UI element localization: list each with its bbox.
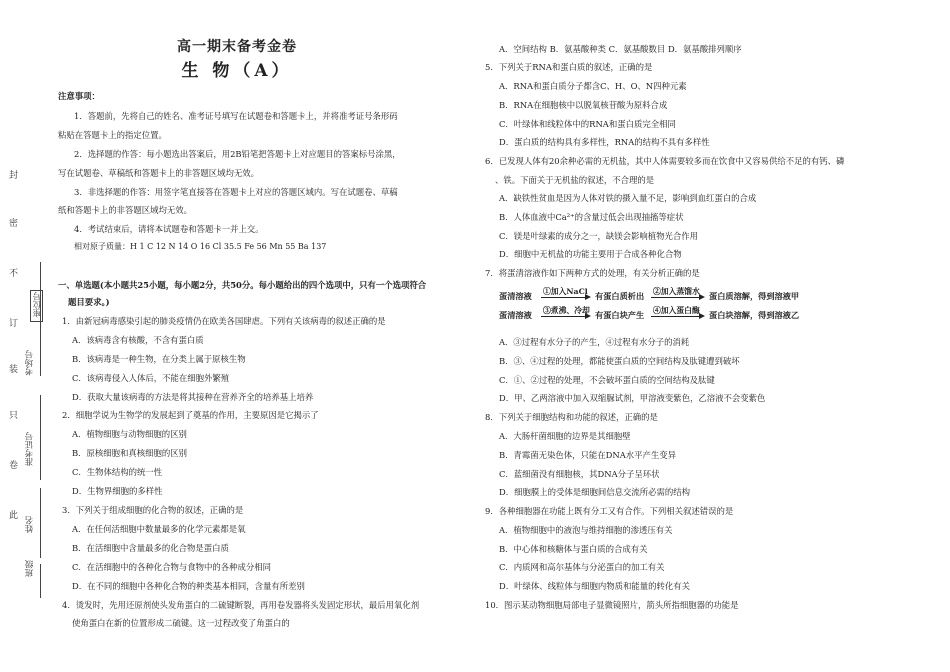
- answer-option: A．③过程有水分子的产生，④过程有水分子的消耗: [499, 337, 690, 347]
- binding-char: 卷: [9, 461, 19, 471]
- answer-option: C．①、②过程的处理，不会破坏蛋白质的空间结构及肽键: [499, 375, 715, 385]
- arrow-icon: [541, 316, 589, 317]
- arrow-icon: [541, 297, 589, 298]
- binding-strip: [0, 0, 60, 672]
- answer-option: A．植物细胞与动物细胞的区别: [72, 429, 187, 439]
- diagram-step-label: ④加入蛋白酶: [653, 306, 700, 315]
- note-line: 1．答题前，先将自己的姓名、准考证号填写在试题卷和答题卡上，并将准考证号条形码: [74, 111, 398, 121]
- question-stem: 6．已发现人体有20余种必需的无机盐，其中人体需要较多而在饮食中又容易供给不足的有钙、磷: [485, 156, 845, 166]
- answer-option: A．空间结构 B．氨基酸种类 C．氨基酸数目 D．氨基酸排列顺序: [499, 44, 742, 54]
- answer-option: C．叶绿体和线粒体中的RNA和蛋白质完全相同: [499, 119, 676, 129]
- name-label: 姓名: [25, 516, 35, 533]
- answer-option: B．该病毒是一种生物，在分类上属于原核生物: [72, 354, 246, 364]
- question-stem: 使角蛋白在新的位置形成二硫键。这一过程改变了角蛋白的: [72, 618, 290, 628]
- answer-option: D．获取大量该病毒的方法是将其接种在营养齐全的培养基上培养: [72, 392, 314, 402]
- question-stem: 10．图示某动物细胞局部电子显微镜照片，箭头所指细胞器的功能是: [485, 600, 739, 610]
- admission-number-label: 准考证号: [25, 432, 35, 466]
- answer-option: C．蓝细菌没有细胞核，其DNA分子呈环状: [499, 469, 660, 479]
- answer-option: B．在活细胞中含量最多的化合物是蛋白质: [72, 543, 229, 553]
- binding-char: 装: [9, 365, 19, 375]
- diagram-step-label: ①加入NaCl: [543, 287, 588, 296]
- answer-option: C．内质网和高尔基体与分泌蛋白的加工有关: [499, 562, 665, 572]
- answer-option: C．镁是叶绿素的成分之一，缺镁会影响植物光合作用: [499, 231, 699, 241]
- answer-option: C．该病毒侵入人体后，不能在细胞外繁殖: [72, 373, 230, 383]
- arrow-icon: [651, 316, 703, 317]
- answer-option: A．RNA和蛋白质分子都含C、H、O、N四种元素: [499, 81, 687, 91]
- protein-treatment-diagram: [499, 286, 809, 322]
- notes-heading: 注意事项：: [58, 91, 100, 101]
- exam-room-label: 考场号: [25, 350, 35, 376]
- diagram-step-label: ②加入蒸馏水: [653, 287, 700, 296]
- subject-title: 生 物（A）: [181, 61, 293, 81]
- answer-option: D．细胞中无机盐的功能主要用于合成各种化合物: [499, 249, 682, 259]
- answer-option: B．青霉菌无染色体，只能在DNA水平产生变异: [499, 450, 676, 460]
- answer-option: D．叶绿体、线粒体与细胞内物质和能量的转化有关: [499, 581, 690, 591]
- answer-option: D．生物界细胞的多样性: [72, 486, 163, 496]
- answer-option: A．大肠杆菌细胞的边界是其细胞壁: [499, 431, 631, 441]
- answer-option: D．甲、乙两溶液中加入双缩脲试剂，甲溶液变紫色，乙溶液不会变紫色: [499, 393, 766, 403]
- answer-option: B．人体血液中Ca²⁺的含量过低会出现抽搐等症状: [499, 212, 684, 222]
- answer-option: A．缺铁性贫血是因为人体对铁的摄入量不足，影响到血红蛋白的合成: [499, 193, 757, 203]
- answer-option: C．生物体结构的统一性: [72, 467, 163, 477]
- note-line: 粘贴在答题卡上的指定位置。: [58, 130, 167, 140]
- answer-option: B．RNA在细胞核中以脱氧核苷酸为原料合成: [499, 100, 668, 110]
- binding-char: 封: [9, 171, 19, 181]
- exam-title: 高一期末备考金卷: [177, 39, 297, 55]
- answer-option: B．③、④过程的处理，都能使蛋白质的空间结构及肽键遭到破坏: [499, 356, 740, 366]
- question-stem: 、铁。下面关于无机盐的叙述，不合理的是: [495, 175, 655, 185]
- note-line: 2．选择题的作答：每小题选出答案后，用2B铅笔把答题卡上对应题目的答案标号涂黑，: [74, 149, 401, 159]
- binding-char: 密: [9, 219, 19, 229]
- diagram-node: 有蛋白质析出: [595, 291, 645, 301]
- class-label: 班级: [25, 560, 35, 577]
- note-line: 纸和答题卡上的非答题区域均无效。: [58, 205, 192, 215]
- diagram-step-label: ③煮沸、冷却: [543, 306, 590, 315]
- diagram-node: 蛋白块溶解，得到溶液乙: [709, 310, 800, 320]
- section-heading: 一、单选题(本小题共25小题，每小题2分，共50分。每小题给出的四个选项中，只有一个选项符合: [58, 280, 427, 290]
- question-stem: 2．细胞学说为生物学的发展起到了奠基的作用，主要原因是它揭示了: [62, 410, 319, 420]
- question-stem: 8．下列关于细胞结构和功能的叙述，正确的是: [485, 412, 658, 422]
- answer-option: D．细胞膜上的受体是细胞间信息交流所必需的结构: [499, 487, 690, 497]
- question-stem: 4．烫发时，先用还原剂使头发角蛋白的二硫键断裂，再用卷发器将头发固定形状，最后用氧化剂: [62, 600, 420, 610]
- answer-option: B．原核细胞和真核细胞的区别: [72, 448, 188, 458]
- diagram-node: 蛋白质溶解，得到溶液甲: [709, 291, 800, 301]
- question-stem: 7．将蛋清溶液作如下两种方式的处理，有关分析正确的是: [485, 268, 700, 278]
- question-stem: 5．下列关于RNA和蛋白质的叙述，正确的是: [485, 62, 653, 72]
- answer-option: A．该病毒含有核酸，不含有蛋白质: [72, 335, 204, 345]
- question-stem: 3．下列关于组成细胞的化合物的叙述，正确的是: [62, 505, 244, 515]
- answer-option: C．在活细胞中的各种化合物与食物中的各种成分相同: [72, 562, 272, 572]
- diagram-node: 有蛋白块产生: [595, 310, 645, 320]
- answer-option: A．在任何活细胞中数量最多的化学元素都是氧: [72, 524, 246, 534]
- binding-char: 订: [9, 319, 19, 329]
- diagram-node: 蛋清溶液: [499, 310, 532, 320]
- atomic-mass-line: 相对原子质量：H 1 C 12 N 14 O 16 Cl 35.5 Fe 56 Mn 55 Ba 137: [74, 242, 327, 251]
- arrow-icon: [651, 297, 703, 298]
- note-line: 写在试题卷、草稿纸和答题卡上的非答题区域均无效。: [58, 168, 259, 178]
- question-stem: 9．各种细胞器在功能上既有分工又有合作。下列相关叙述错误的是: [485, 506, 734, 516]
- answer-option: D．在不同的细胞中各种化合物的种类基本相同，含量有所差别: [72, 581, 305, 591]
- note-line: 3．非选择题的作答：用签字笔直接答在答题卡上对应的答题区域内。写在试题卷、草稿: [74, 187, 398, 197]
- binding-char: 此: [9, 511, 19, 521]
- diagram-node: 蛋清溶液: [499, 291, 532, 301]
- binding-char: 只: [9, 411, 19, 421]
- seat-label: 座位号: [33, 292, 43, 318]
- answer-option: A．植物细胞中的液泡与维持细胞的渗透压有关: [499, 525, 673, 535]
- binding-char: 不: [9, 269, 19, 279]
- answer-option: D．蛋白质的结构具有多样性，RNA的结构不具有多样性: [499, 137, 710, 147]
- note-line: 4．考试结束后，请将本试题卷和答题卡一并上交。: [74, 224, 264, 234]
- answer-option: B．中心体和核糖体与蛋白质的合成有关: [499, 544, 648, 554]
- section-heading: 题目要求。): [68, 297, 110, 307]
- question-stem: 1．由新冠病毒感染引起的肺炎疫情仍在欧美各国肆虐。下列有关该病毒的叙述正确的是: [62, 316, 386, 326]
